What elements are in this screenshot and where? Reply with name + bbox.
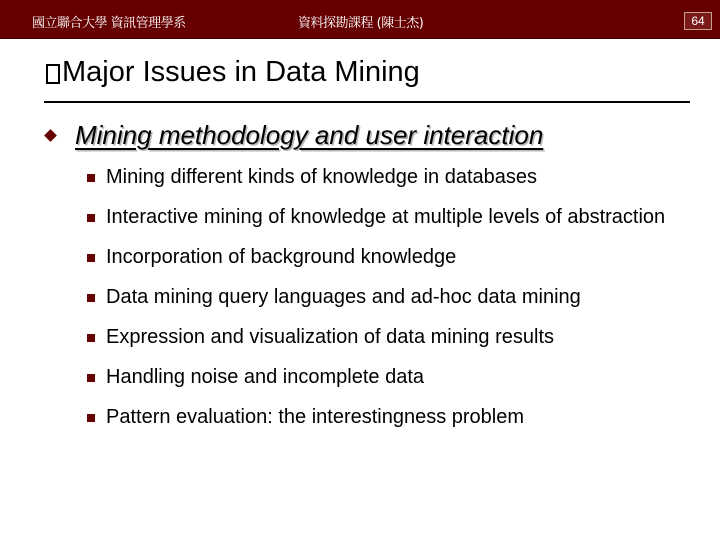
bullet-text: Pattern evaluation: the interestingness problem [106, 406, 525, 428]
square-bullet-icon [87, 214, 95, 222]
slide-title-text: Major Issues in Data Mining [62, 56, 420, 88]
bullet-item [86, 202, 686, 232]
bullet-text: Handling noise and incomplete data [106, 366, 424, 388]
title-divider [44, 101, 690, 103]
bullet-item [86, 282, 686, 312]
bullet-text: Expression and visualization of data mining results [106, 326, 555, 348]
slide-title [46, 56, 420, 89]
bullet-text: Incorporation of background knowledge [106, 246, 457, 268]
header-course-label: 資料探勘課程 (陳士杰) [298, 16, 424, 31]
bullet-item [86, 322, 686, 352]
square-bullet-icon [87, 334, 95, 342]
diamond-bullet-icon [44, 129, 57, 142]
bullet-item [86, 162, 686, 192]
square-bullet-icon [87, 294, 95, 302]
square-bullet-icon [87, 254, 95, 262]
bullet-list [86, 162, 686, 442]
section-heading [46, 120, 543, 151]
bullet-item [86, 242, 686, 272]
bullet-text: Data mining query languages and ad-hoc data mining [106, 286, 581, 308]
square-glyph-icon [46, 64, 60, 84]
bullet-item [86, 362, 686, 392]
bullet-text: Interactive mining of knowledge at multiple levels of abstraction [106, 206, 666, 228]
page-number: 64 [684, 12, 712, 30]
square-bullet-icon [87, 174, 95, 182]
bullet-item [86, 402, 686, 432]
square-bullet-icon [87, 374, 95, 382]
square-bullet-icon [87, 414, 95, 422]
header-bar [0, 0, 720, 39]
header-department-label: 國立聯合大學 資訊管理學系 [32, 16, 186, 31]
section-heading-text: Mining methodology and user interaction [75, 120, 544, 150]
bullet-text: Mining different kinds of knowledge in databases [106, 166, 538, 188]
